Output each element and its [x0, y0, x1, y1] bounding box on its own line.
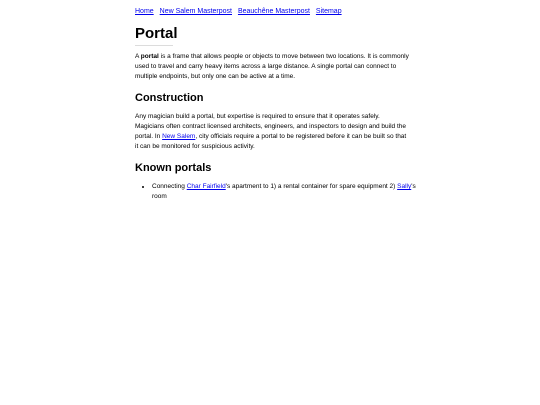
intro-prefix: A [135, 53, 141, 60]
list-item [152, 182, 432, 202]
item-middle: 's apartment to 1) a rental container for spare equipment 2) [225, 183, 398, 190]
new-salem-link[interactable]: New Salem [162, 133, 196, 140]
known-portals-heading: Known portals [135, 162, 212, 174]
nav-link-new-salem-masterpost[interactable]: New Salem Masterpost [159, 8, 232, 15]
construction-text-before: Any magician build a portal, but expertise is required to ensure that it operates safely. Magicians often contract licensed architects, engineers, and inspectors to design and build the portal. In [135, 113, 406, 140]
nav-link-beauchene-masterpost[interactable]: Beauchêne Masterpost [237, 8, 310, 15]
top-navigation [135, 7, 410, 16]
page-content [135, 0, 416, 202]
construction-heading: Construction [135, 92, 204, 104]
item-prefix: Connecting [152, 183, 187, 190]
nav-link-home[interactable]: Home [135, 8, 154, 15]
sally-link[interactable]: Sally [397, 183, 412, 190]
char-fairfield-link[interactable]: Char Fairfield [186, 183, 226, 190]
construction-paragraph [135, 112, 410, 152]
nav-link-sitemap[interactable]: Sitemap [315, 8, 342, 15]
page-title: Portal [135, 25, 178, 42]
construction-text-after: , city officials require a portal to be registered before it can be built so that it can be monitored for suspicious activity. [135, 133, 407, 150]
intro-bold-term: portal [140, 53, 159, 60]
title-divider [135, 45, 173, 46]
item-suffix: 's room [152, 183, 416, 200]
known-portals-list [135, 182, 432, 202]
intro-rest: is a frame that allows people or objects to move between two locations. It is commonly used to travel and carry heavy items across a large distance. A single portal can connect to multiple endpoints, but only one can be active at a time. [135, 53, 409, 80]
intro-paragraph [135, 52, 410, 82]
